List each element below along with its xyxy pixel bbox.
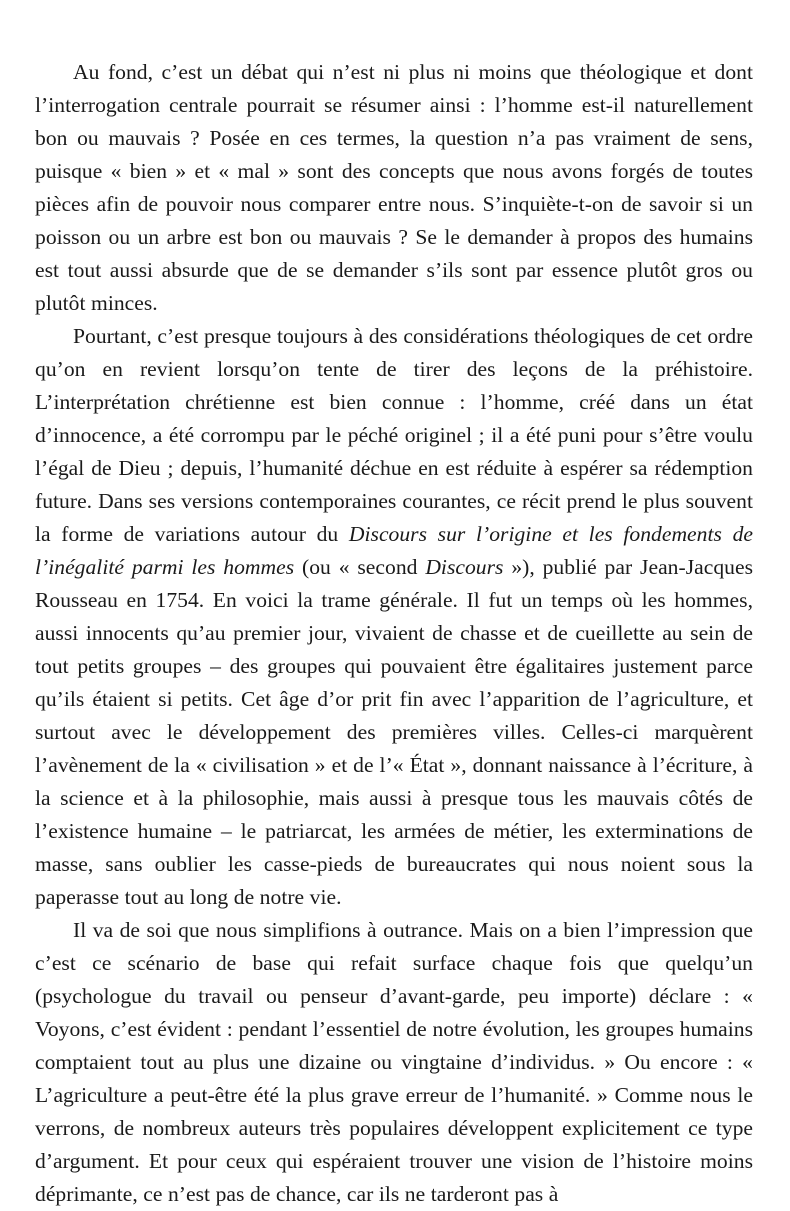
- paragraph-2-segment-roman-2: (ou « second: [294, 555, 426, 579]
- paragraph-1: Au fond, c’est un débat qui n’est ni plus ni moins que théologique et dont l’interrogation centrale pourrait se résumer ainsi : l’homme est-il naturellement bon ou mauvais ? Posée en ces termes, la question n’a pas vraiment de sens, puisque « bien » et « mal » sont des concepts que nous avons forgés de toutes pièces afin de pouvoir nous comparer entre nous. S’inquiète-t-on de savoir si un poisson ou un arbre est bon ou mauvais ? Se le demander à propos des humains est tout aussi absurde que de se demander s’ils sont par essence plutôt gros ou plutôt minces.: [35, 60, 753, 315]
- book-title-discours-full: Discours sur l’origine et les fondements de l’inégalité parmi les hommes: [35, 522, 753, 579]
- paragraph-3: Il va de soi que nous simplifions à outrance. Mais on a bien l’impression que c’est ce scénario de base qui refait surface chaque fois que quelqu’un (psychologue du travail ou penseur d’avant-garde, peu importe) déclare : « Voyons, c’est évident : pendant l’essentiel de notre évolution, les groupes humains comptaient tout au plus une dizaine ou vingtaine d’individus. » Ou encore : « L’agriculture a peut-être été la plus grave erreur de l’humanité. » Comme nous le verrons, de nombreux auteurs très populaires développent explicitement ce type d’argument. Et pour ceux qui espéraient trouver une vision de l’histoire moins déprimante, ce n’est pas de chance, car ils ne tarderont pas à: [35, 918, 753, 1206]
- paragraph-2: [35, 320, 753, 914]
- body-text-column: [35, 56, 753, 1211]
- paragraph-2-segment-roman-3: »), publié par Jean-Jacques Rousseau en 1754. En voici la trame générale. Il fut un temps où les hommes, aussi innocents qu’au premier jour, vivaient de chasse et de cueillette au sein de tout petits groupes – des groupes qui pouvaient être égalitaires justement parce qu’ils étaient si petits. Cet âge d’or prit fin avec l’apparition de l’agriculture, et surtout avec le développement des premières villes. Celles-ci marquèrent l’avènement de la « civilisation » et de l’« État », donnant naissance à l’écriture, à la science et à la philosophie, mais aussi à presque tous les mauvais côtés de l’existence humaine – le patriarcat, les armées de métier, les exterminations de masse, sans oublier les casse-pieds de bureaucrates qui nous noient sous la paperasse tout au long de notre vie.: [35, 555, 753, 909]
- book-title-discours-short: Discours: [425, 555, 504, 579]
- paragraph-2-segment-roman-1: Pourtant, c’est presque toujours à des considérations théologiques de cet ordre qu’on en revient lorsqu’on tente de tirer des leçons de la préhistoire. L’interprétation chrétienne est bien connue : l’homme, créé dans un état d’innocence, a été corrompu par le péché originel ; il a été puni pour s’être voulu l’égal de Dieu ; depuis, l’humanité déchue en est réduite à espérer sa rédemption future. Dans ses versions contemporaines courantes, ce récit prend le plus souvent la forme de variations autour du: [35, 324, 753, 546]
